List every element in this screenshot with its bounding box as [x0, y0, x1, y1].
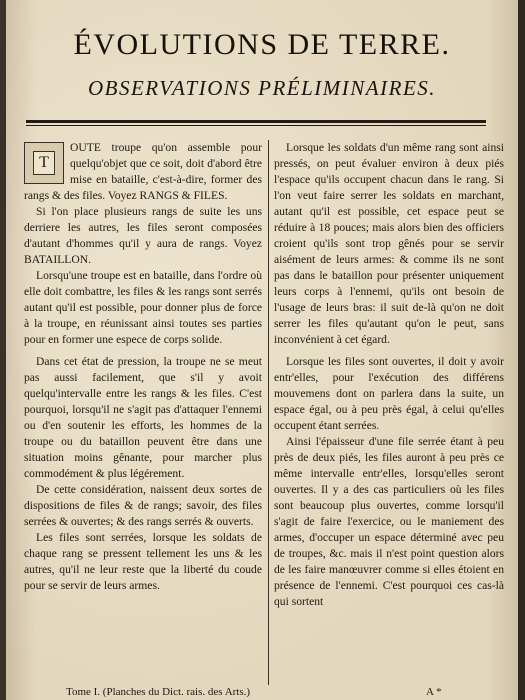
title-rule-thick	[26, 120, 486, 123]
ornamental-dropcap	[24, 142, 64, 184]
footer-text: Tome I. (Planches du Dict. rais. des Arts.)	[66, 686, 251, 698]
paragraph: Lorsqu'une troupe est en bataille, dans l'ordre où elle doit combattre, les files & les rangs sont serrés autant qu'il est possible, pour donner plus de force à la troupe, en réunissant ainsi toutes ses parties pour en former une espece de corps solide.	[24, 269, 262, 346]
page-footer	[66, 686, 506, 698]
paragraph	[24, 140, 262, 204]
paragraph: Lorsque les soldats d'un même rang sont ainsi pressés, on peut évaluer environ à deux piés l'espace qu'ils occupent chacun dans le rang. Si l'on veut faire serrer les soldats en marchant, autant qu'il est possible, cet espace peut se réduire à 18 pouces; mais alors bien des officiers croient qu'ils sont trop gênés pour se servir aisément de leurs armes: & comme ils ne sont pas dans le bataillon pour présenter uniquement leurs corps à l'ennemi, qu'ils ont besoin de l'usage de leurs bras: il suit de-là qu'on ne doit serrer les files qu'autant qu'on le peut, sans inconvénient à cet égard.	[274, 141, 504, 346]
left-column	[24, 140, 262, 594]
book-edge	[518, 0, 525, 700]
paragraph: Les files sont serrées, lorsque les soldats de chaque rang se pressent tellement les uns & les autres, qu'il ne leur reste que la liberté du coude pour se servir de leurs armes.	[24, 531, 262, 592]
column-divider	[268, 140, 269, 685]
paragraph: Dans cet état de pression, la troupe ne se meut pas aussi facilement, que s'il y avoit quelqu'intervalle entre les rangs & les files. C'est pourquoi, lorsqu'il ne s'agit pas d'attaquer l'ennemi ou d'en soutenir les efforts, les hommes de la troupe ou du bataillon peuvent être dans une situation moins gênante, pour marcher plus commodément & plus légérement.	[24, 355, 262, 480]
right-column	[274, 140, 504, 610]
paragraph: De cette considération, naissent deux sortes de dispositions de files & de rangs; savoir, des files serrées & ouvertes; & des rangs serrés & ouverts.	[24, 483, 262, 528]
dropcap-letter: T	[33, 151, 55, 175]
title-rule-thin	[26, 125, 486, 126]
signature-mark: A *	[426, 686, 442, 698]
paragraph: Si l'on place plusieurs rangs de suite les uns derriere les autres, les files seront composées d'autant d'hommes qu'il y aura de rangs. Voyez BATAILLON.	[24, 205, 262, 266]
book-page	[6, 0, 518, 700]
page-title: ÉVOLUTIONS DE TERRE.	[73, 28, 451, 61]
paragraph: Ainsi l'épaisseur d'une file serrée étant à peu près de deux piés, les files auront à peu près ce même intervalle entr'elles, lorsqu'elles seront ouvertes. Il y a des cas particuliers où les files sont beaucoup plus ouvertes, comme lorsqu'il s'agit de faire l'exercice, ou le maniement des armes, d'occuper un espace déterminé avec peu de troupes, &c. mais il n'est point question alors de les faire manœuvrer comme si elles étoient en présence de l'ennemi. C'est pourquoi ces cas-là qui sortent	[274, 435, 504, 608]
paragraph-text: OUTE troupe qu'on assemble pour quelqu'objet que ce soit, doit d'abord être mise en bataille, c'est-à-dire, former des rangs & des files. Voyez RANGS & FILES.	[24, 141, 262, 202]
page-subtitle: OBSERVATIONS PRÉLIMINAIRES.	[87, 76, 437, 100]
paragraph: Lorsque les files sont ouvertes, il doit y avoir entr'elles, pour l'exécution des différens mouvemens dont on parlera dans la suite, un espace égal, ou à peu près égal, à celui qu'elles occupent étant serrées.	[274, 355, 504, 432]
